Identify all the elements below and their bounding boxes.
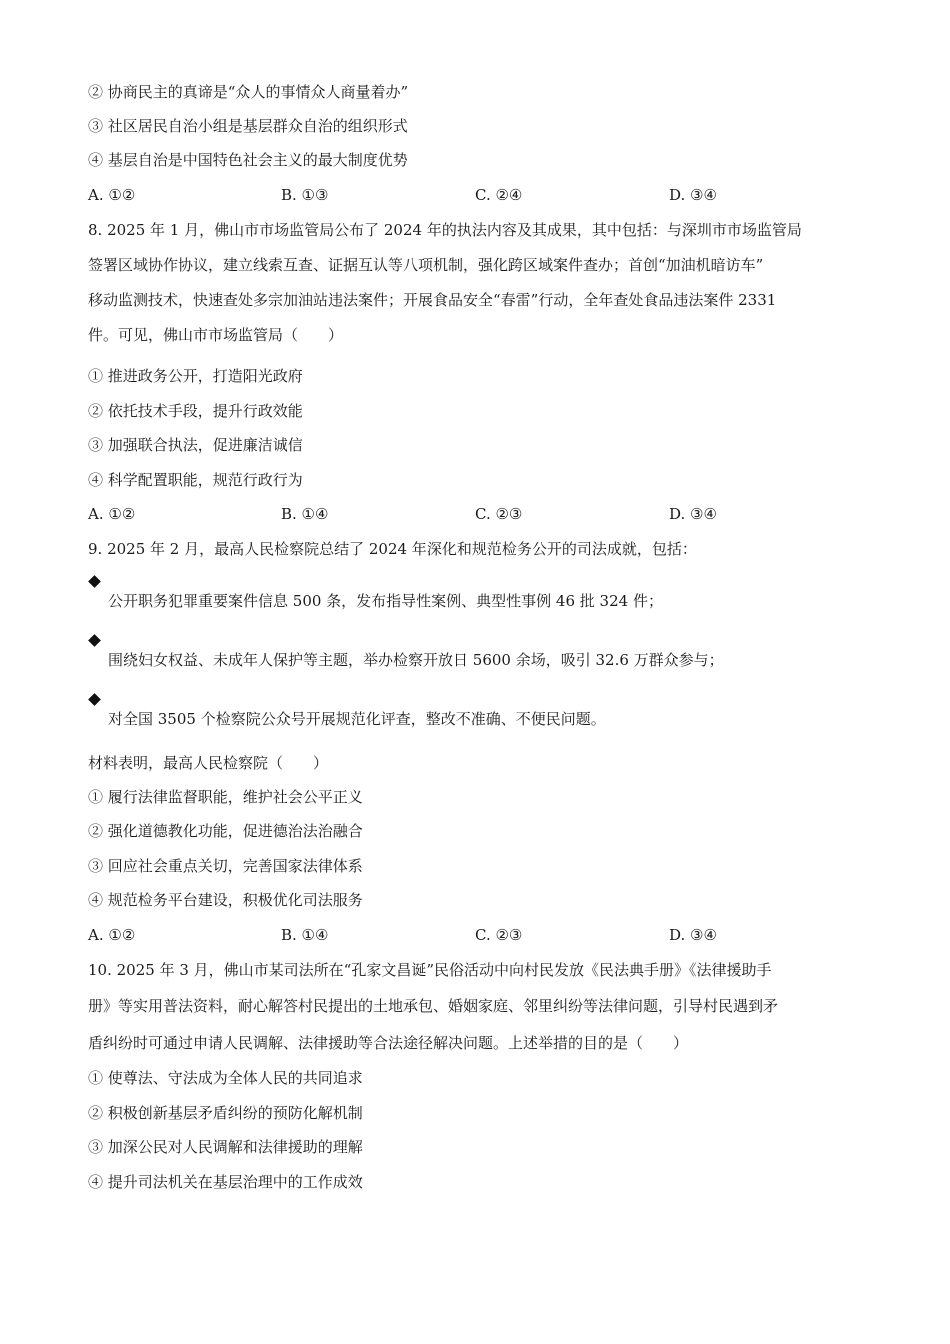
q8-stem-line-1: 8. 2025 年 1 月，佛山市市场监管局公布了 2024 年的执法内容及其成果，其中包括：与深圳市市场监管局 xyxy=(88,221,802,239)
q8-choice-1: ① 推进政务公开，打造阳光政府 xyxy=(88,367,303,385)
q8-stem-line-3: 移动监测技术，快速查处多宗加油站违法案件；开展食品安全“春雷”行动，全年查处食品违法案件 2331 xyxy=(88,291,777,309)
q9-choice-1: ① 履行法律监督职能，维护社会公平正义 xyxy=(88,788,363,806)
q7-options xyxy=(88,185,848,205)
q7-option-a: A. ①② xyxy=(88,186,136,204)
q8-option-b: B. ①④ xyxy=(281,505,329,523)
q8-stem-line-2: 签署区域协作协议，建立线索互查、证据互认等八项机制，强化跨区域案件查办；首创“加油机暗访车” xyxy=(88,256,764,274)
q9-conclusion: 材料表明，最高人民检察院（ ） xyxy=(88,754,329,772)
q9-stem: 9. 2025 年 2 月，最高人民检察院总结了 2024 年深化和规范检务公开的司法成就，包括： xyxy=(88,540,697,558)
q10-stem-line-3: 盾纠纷时可通过申请人民调解、法律援助等合法途径解决问题。上述举措的目的是（ ） xyxy=(88,1034,689,1052)
q8-option-a: A. ①② xyxy=(88,505,136,523)
q9-option-b: B. ①④ xyxy=(281,926,329,944)
diamond-bullet-icon xyxy=(88,634,101,647)
diamond-bullet-icon xyxy=(88,575,101,588)
q7-option-d: D. ③④ xyxy=(669,186,717,204)
q10-choice-3: ③ 加深公民对人民调解和法律援助的理解 xyxy=(88,1138,363,1156)
q8-option-d: D. ③④ xyxy=(669,505,717,523)
q8-stem-line-4: 件。可见，佛山市市场监管局（ ） xyxy=(88,326,344,344)
q8-choice-4: ④ 科学配置职能，规范行政行为 xyxy=(88,471,303,489)
q10-stem-line-2: 册》等实用普法资料，耐心解答村民提出的土地承包、婚姻家庭、邻里纠纷等法律问题，引导村民遇到矛 xyxy=(88,997,779,1015)
q8-option-c: C. ②③ xyxy=(475,505,523,523)
q7-option-c: C. ②④ xyxy=(475,186,523,204)
q9-options xyxy=(88,925,848,945)
q9-bullet-text-2: 围绕妇女权益、未成年人保护等主题，举办检察开放日 5600 余场，吸引 32.6 万群众参与； xyxy=(108,651,724,669)
q9-bullet-text-1: 公开职务犯罪重要案件信息 500 条，发布指导性案例、典型性事例 46 批 324 件； xyxy=(108,592,663,610)
q8-choice-2: ② 依托技术手段，提升行政效能 xyxy=(88,402,303,420)
diamond-bullet-icon xyxy=(88,693,101,706)
q9-option-c: C. ②③ xyxy=(475,926,523,944)
q10-stem-line-1: 10. 2025 年 3 月，佛山市某司法所在“孔家文昌诞”民俗活动中向村民发放《民法典手册》《法律援助手 xyxy=(88,961,772,979)
q9-option-d: D. ③④ xyxy=(669,926,717,944)
q9-bullet-2 xyxy=(88,636,848,672)
q7-option-b: B. ①③ xyxy=(281,186,329,204)
q9-choice-4: ④ 规范检务平台建设，积极优化司法服务 xyxy=(88,891,363,909)
q8-options xyxy=(88,504,848,524)
q9-choice-2: ② 强化道德教化功能，促进德治法治融合 xyxy=(88,822,363,840)
q9-bullet-1 xyxy=(88,577,848,613)
q9-bullet-3 xyxy=(88,695,848,731)
q9-choice-3: ③ 回应社会重点关切，完善国家法律体系 xyxy=(88,857,363,875)
q8-choice-3: ③ 加强联合执法，促进廉洁诚信 xyxy=(88,436,303,454)
q9-option-a: A. ①② xyxy=(88,926,136,944)
q10-choice-2: ② 积极创新基层矛盾纠纷的预防化解机制 xyxy=(88,1104,363,1122)
q10-choice-4: ④ 提升司法机关在基层治理中的工作成效 xyxy=(88,1173,363,1191)
q7-choice-4: ④ 基层自治是中国特色社会主义的最大制度优势 xyxy=(88,151,408,169)
q9-bullet-text-3: 对全国 3505 个检察院公众号开展规范化评查，整改不准确、不便民问题。 xyxy=(108,710,606,728)
q7-choice-3: ③ 社区居民自治小组是基层群众自治的组织形式 xyxy=(88,117,408,135)
q10-choice-1: ① 使尊法、守法成为全体人民的共同追求 xyxy=(88,1069,363,1087)
q7-choice-2: ② 协商民主的真谛是“众人的事情众人商量着办” xyxy=(88,83,409,101)
